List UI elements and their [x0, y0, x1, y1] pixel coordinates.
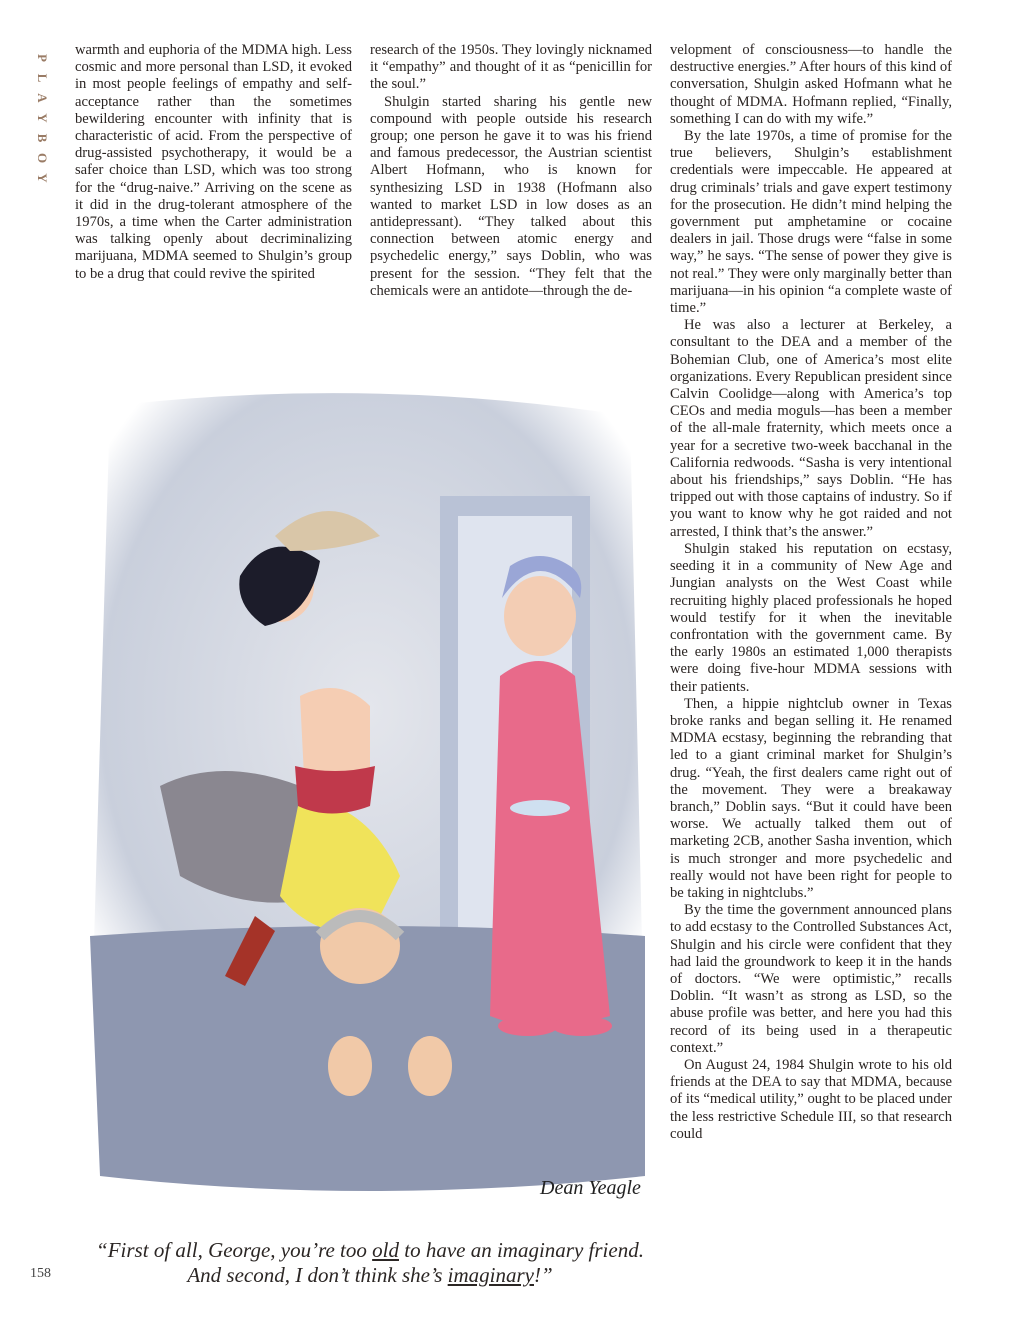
slipper-left — [498, 1016, 558, 1036]
paragraph: Shulgin staked his reputation on ecstasy, seeding it in a community of New Age and Jungian analysts on the West Coast while recruiting highly placed professionals he hoped would testify for it when the inevitable confrontation with the government came. By the early 1980s an estimated 1,000 therapists were doing five-hour MDMA sessions with their patients. — [670, 540, 952, 695]
paragraph: By the time the government announced plans to add ecstasy to the Controlled Substances Act, Shulgin and his circle were confident that they had laid the groundwork to keep it in the hands of doctors. “We were optimistic,” recalls Doblin. “It wasn’t as strong as LSD, so the abuse profile was better, and here you had this record of its being used in a therapeutic context.” — [670, 902, 952, 1056]
man-hand-right — [408, 1036, 452, 1096]
grandma-face — [504, 576, 576, 656]
article-column-3 — [670, 42, 952, 1143]
page-number: 158 — [30, 1266, 51, 1281]
man-hand-left — [328, 1036, 372, 1096]
paragraph: On August 24, 1984 Shulgin wrote to his old friends at the DEA to say that MDMA, because of its “medical utility,” ought to be placed under the less restrictive Schedule III, so that research could — [670, 1056, 952, 1142]
artist-signature: Dean Yeagle — [540, 1177, 641, 1199]
paragraph: Then, a hippie nightclub owner in Texas broke ranks and began selling it. He renamed MDMA ecstasy, beginning the rebranding that led to a giant criminal market for Shulgin’s drug. “Yeah, the first dealers came right out of the movement. They were a breakaway branch,” Doblin says. “But it could have been worse. We actually talked them out of marketing 2CB, another Sasha invention, which is much stronger and more psychedelic and really would not have been right for people to be taking in nightclubs.” — [670, 695, 952, 901]
paragraph: research of the 1950s. They lovingly nicknamed it “empathy” and thought of it as “penicillin for the soul.” — [370, 42, 652, 93]
caption-line-1: “First of all, George, you’re too old to have an imaginary friend. — [96, 1238, 644, 1262]
magazine-spine-label: P L A Y B O Y — [35, 54, 50, 183]
paragraph: warmth and euphoria of the MDMA high. Less cosmic and more personal than LSD, it evoked in most people feelings of empathy and self-acceptance rather than the sometimes bewildering encounter with infinity that is characteristic of acid. From the perspective of drug-assisted psychotherapy, it would be a safer choice than LSD, which was too strong for the “drug-naive.” Arriving on the scene as it did in the drug-tolerant atmosphere of the 1970s, a time when the Carter administration was talking openly about decriminalizing marijuana, MDMA seemed to Shulgin’s group to be a drug that could revive the spirited — [75, 42, 352, 282]
cartoon-illustration — [70, 376, 660, 1228]
article-column-1 — [75, 42, 352, 283]
article-column-2 — [370, 42, 652, 300]
paragraph: He was also a lecturer at Berkeley, a consultant to the DEA and a member of the Bohemian Club, one of America’s most elite organizations. Every Republican president since Calvin Coolidge—along with America’s top CEOs and media moguls—has been a member of the all-male fraternity, which meets once a year for a secretive two-week bacchanal in the California redwoods. “Sasha is very intentional about his friendships,” says Doblin. “He has tripped out with those captains of industry. So if you want to know why he got raided and not arrested, I think that’s the answer.” — [670, 317, 952, 540]
paragraph: By the late 1970s, a time of promise for the true believers, Shulgin’s establishment credentials were impeccable. He appeared at drug criminals’ trials and gave expert testimony for the prosecution. He didn’t mind helping the government put amphetamine or cocaine dealers in jail. Those drugs were “false in some way,” he says. “The sense of power they give is not real.” They were only marginally better than marijuana—in his opinion “a complete waste of time.” — [670, 128, 952, 317]
paragraph: Shulgin started sharing his gentle new compound with people outside his research group; one person he gave it to was his friend and famous predecessor, the Austrian scientist Albert Hofmann, who is known for synthesizing LSD in 1938 (Hofmann also wanted to market LSD in low doses as an antidepressant). “They talked about this connection between atomic energy and psychedelic energy,” says Doblin, who was present for the session. “They felt that the chemicals were an antidote—through the de- — [370, 93, 652, 299]
cartoon-artwork — [70, 376, 660, 1228]
caption-line-2: And second, I don’t think she’s imaginary!” — [187, 1263, 553, 1287]
cartoon-caption — [75, 1238, 665, 1288]
rider-skirt — [295, 766, 375, 814]
slipper-right — [552, 1016, 612, 1036]
saucer — [510, 800, 570, 816]
paragraph: velopment of consciousness—to handle the destructive energies.” After hours of this kind of conversation, Shulgin asked Hofmann what he thought of MDMA. Hofmann replied, “Finally, something I can do with my wife.” — [670, 42, 952, 127]
